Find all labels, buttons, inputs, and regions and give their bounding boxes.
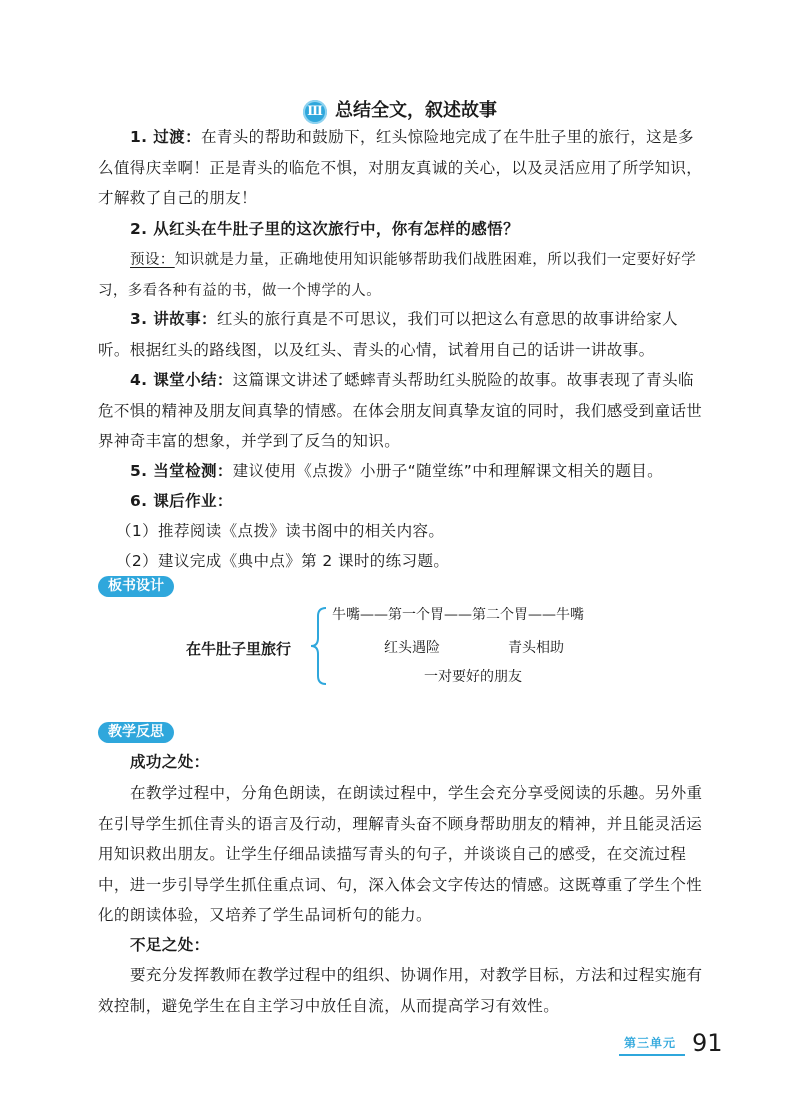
- item-label: 预设：: [130, 252, 175, 268]
- success-paragraph: 在教学过程中，分角色朗读，在朗读过程中，学生会充分享受阅读的乐趣。另外重在引导学生抓住青头的语言及行动，理解青头奋不顾身帮助朋友的精神，并且能灵活运用知识救出朋友。让学生仔细品读描写青头的句子，并谈谈自己的感受，在交流过程中，进一步引导学生抓住重点词、句，深入体会文字传达的情感。这既尊重了学生个性化的朗读体验，又培养了学生品词析句的能力。: [98, 784, 703, 924]
- board-right-node: 青头相助: [508, 640, 564, 656]
- board-title: 在牛肚子里旅行: [186, 640, 292, 658]
- item-text: 在青头的帮助和鼓励下，红头惊险地完成了在牛肚子里的旅行，这是多么值得庆幸啊！正是青头的临危不惧，对朋友真诚的关心，以及灵活应用了所学知识，才解救了自己的朋友！: [98, 128, 703, 207]
- teaching-reflection-tag: 教学反思: [98, 722, 174, 743]
- item-transition: [98, 122, 706, 214]
- item-text: 建议使用《点拨》小册子“随堂练”中和理解课文相关的题目。: [232, 462, 664, 480]
- item-text: 知识就是力量，正确地使用知识能够帮助我们战胜困难，所以我们一定要好好学习，多看各种有益的书，做一个博学的人。: [98, 252, 697, 299]
- weakness-heading: 不足之处：: [130, 936, 210, 954]
- section-title: 总结全文，叙述故事: [335, 100, 497, 121]
- board-route: 牛嘴——第一个胃——第二个胃——牛嘴: [332, 607, 584, 623]
- item-label: 4. 课堂小结：: [130, 371, 233, 389]
- item-label: 1. 过渡：: [130, 128, 201, 146]
- section-number-badge: Ⅲ: [303, 100, 327, 124]
- unit-underline: [619, 1054, 685, 1056]
- item-label: 2. 从红头在牛肚子里的这次旅行中，你有怎样的感悟？: [130, 220, 519, 238]
- curly-brace-icon: [308, 606, 330, 686]
- unit-label: 第三单元: [624, 1036, 677, 1050]
- item-summary: [98, 365, 706, 457]
- item-label: 3. 讲故事：: [130, 310, 217, 328]
- success-heading: 成功之处：: [130, 753, 210, 771]
- item-label: 5. 当堂检测：: [130, 462, 233, 480]
- item-label: 6. 课后作业：: [130, 492, 233, 510]
- item-text: 红头的旅行真是不可思议，我们可以把这么有意思的故事讲给家人听。根据红头的路线图，以及红头、青头的心情，试着用自己的话讲一讲故事。: [98, 310, 678, 359]
- item-question: [98, 214, 706, 245]
- item-storytelling: [98, 304, 706, 365]
- item-check: [98, 456, 706, 487]
- board-design-tag: 板书设计: [98, 576, 174, 597]
- board-left-node: 红头遇险: [384, 640, 440, 656]
- page-number: 91: [692, 1029, 723, 1057]
- section-heading: [0, 96, 800, 124]
- homework-item-2: （2）建议完成《典中点》第 2 课时的练习题。: [116, 552, 450, 570]
- item-preset-answer: [98, 245, 706, 306]
- item-homework: [98, 486, 706, 517]
- homework-item-1: （1）推荐阅读《点拨》读书阁中的相关内容。: [116, 522, 445, 540]
- weakness-paragraph: 要充分发挥教师在教学过程中的组织、协调作用，对教学目标，方法和过程实施有效控制，避免学生在自主学习中放任自流，从而提高学习有效性。: [98, 966, 703, 1015]
- item-text: 这篇课文讲述了蟋蟀青头帮助红头脱险的故事。故事表现了青头临危不惧的精神及朋友间真挚的情感。在体会朋友间真挚友谊的同时，我们感受到童话世界神奇丰富的想象，并学到了反刍的知识。: [98, 371, 703, 450]
- board-bottom-node: 一对要好的朋友: [424, 669, 522, 685]
